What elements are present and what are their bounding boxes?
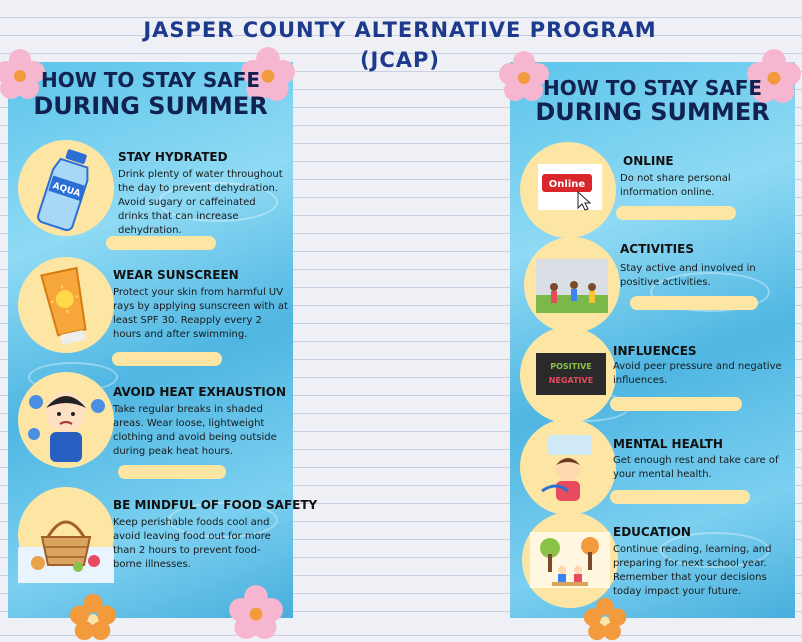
panel-heading-line1: HOW TO STAY SAFE: [542, 76, 763, 100]
flower-decoration-icon: [582, 596, 628, 642]
section-title-food-safety: BE MINDFUL OF FOOD SAFETY: [113, 498, 318, 512]
highlight-bar: [610, 490, 750, 504]
section-title-influences: INFLUENCES: [613, 344, 697, 358]
kids-reading-icon: [522, 512, 618, 608]
section-title-education: EDUCATION: [613, 525, 691, 539]
resting-child-icon: [520, 419, 616, 515]
section-title-wear-sunscreen: WEAR SUNSCREEN: [113, 268, 239, 282]
section-body-avoid-heat-exhaustion: Take regular breaks in shaded areas. Wear loose, lightweight clothing and avoid being outside during peak heat hours.: [113, 404, 277, 457]
highlight-bar: [610, 397, 742, 411]
right-flyer-panel: [510, 62, 795, 618]
highlight-bar: [112, 352, 222, 366]
section-body-activities: Stay active and involved in positive activities.: [620, 263, 756, 288]
sunscreen-icon: [18, 257, 114, 353]
positive-label: POSITIVE: [550, 362, 592, 371]
program-title: JASPER COUNTY ALTERNATIVE PROGRAM: [143, 18, 657, 42]
highlight-bar: [106, 236, 216, 250]
highlight-bar: [616, 206, 736, 220]
section-title-online: ONLINE: [623, 154, 674, 168]
highlight-bar: [630, 296, 758, 310]
highlight-bar: [118, 465, 226, 479]
left-flyer-panel: [8, 62, 318, 618]
panel-heading-line1: HOW TO STAY SAFE: [40, 68, 261, 92]
section-body-food-safety: Keep perishable foods cool and avoid leaving food out for more than 2 hours to prevent food-borne illnesses.: [113, 517, 271, 570]
flower-decoration-icon: [68, 592, 118, 642]
positive-negative-icon: [520, 327, 616, 423]
program-abbreviation: (JCAP): [359, 48, 441, 72]
online-label: Online: [548, 179, 586, 190]
section-title-activities: ACTIVITIES: [620, 242, 694, 256]
negative-label: NEGATIVE: [548, 376, 594, 385]
section-body-education: Continue reading, learning, and preparing for next school year. Remember that your decisions today impact your future.: [613, 544, 772, 597]
section-title-mental-health: MENTAL HEALTH: [613, 437, 723, 451]
water-bottle-icon: [18, 140, 114, 236]
kids-playing-icon: [524, 237, 620, 333]
section-body-online: Do not share personal information online.: [620, 173, 731, 198]
sweating-child-icon: [18, 372, 114, 468]
section-body-stay-hydrated: Drink plenty of water throughout the day to prevent dehydration. Avoid sugary or caffeinated drinks that can increase dehydration.: [118, 169, 283, 236]
panel-heading-line2: DURING SUMMER: [33, 92, 268, 120]
section-title-avoid-heat-exhaustion: AVOID HEAT EXHAUSTION: [113, 385, 287, 399]
section-body-wear-sunscreen: Protect your skin from harmful UV rays by applying sunscreen with at least SPF 30. Reapply every 2 hours and after swimming.: [113, 287, 288, 340]
panel-heading-line2: DURING SUMMER: [535, 98, 770, 126]
flower-decoration-icon: [228, 584, 284, 640]
section-title-stay-hydrated: STAY HYDRATED: [118, 150, 228, 164]
section-body-influences: Avoid peer pressure and negative influences.: [613, 361, 782, 386]
section-body-mental-health: Get enough rest and take care of your mental health.: [613, 455, 779, 480]
online-button-icon: [520, 142, 616, 238]
picnic-basket-icon: [18, 487, 114, 583]
bottle-label: AQUA: [51, 181, 82, 200]
